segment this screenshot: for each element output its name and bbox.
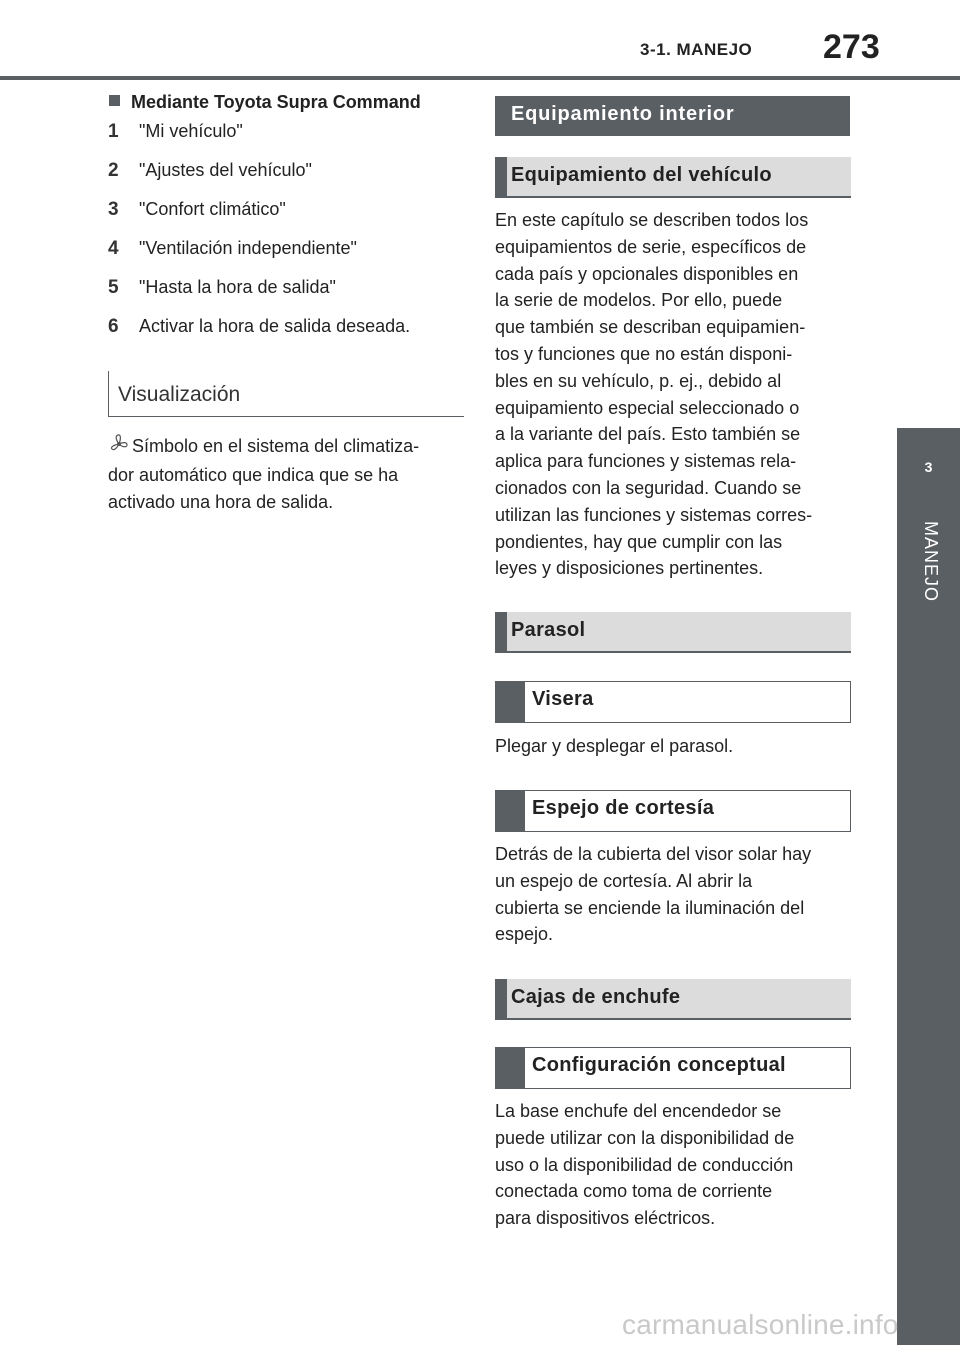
step-text: "Ajustes del vehículo" xyxy=(139,160,312,180)
paragraph-line: uso o la disponibilidad de conducción xyxy=(495,1154,794,1175)
step-item xyxy=(108,121,243,143)
topic-heading-visera: Visera xyxy=(495,681,851,723)
step-number: 3 xyxy=(108,199,119,220)
paragraph-line: cubierta se enciende la iluminación del xyxy=(495,897,805,918)
ventilation-symbol-icon xyxy=(108,434,130,462)
page-number: 273 xyxy=(823,28,880,66)
subsection-heading-vehicle-equipment: Equipamiento del vehículo xyxy=(495,157,851,198)
procedure-heading xyxy=(109,92,421,113)
step-text: "Ventilación independiente" xyxy=(139,238,357,258)
header-rule xyxy=(0,76,960,80)
side-tab-number: 3 xyxy=(897,428,960,506)
paragraph-line: tos y funciones que no están disponi- xyxy=(495,343,793,364)
visualization-line: dor automático que indica que se ha xyxy=(108,465,399,485)
paragraph-line: cada país y opcionales disponibles en xyxy=(495,263,799,284)
watermark-text: carmanualsonline.info xyxy=(622,1309,899,1340)
procedure-heading-text: Mediante Toyota Supra Command xyxy=(131,92,421,112)
step-item xyxy=(108,160,312,182)
paragraph-line: que también se describan equipamien- xyxy=(495,317,806,338)
paragraph-line: equipamiento especial seleccionado o xyxy=(495,397,800,418)
step-text: Activar la hora de salida deseada. xyxy=(139,316,411,336)
visualization-paragraph xyxy=(108,433,468,516)
paragraph-line: conectada como toma de corriente xyxy=(495,1181,773,1202)
paragraph-line: Plegar y desplegar el parasol. xyxy=(495,736,734,756)
step-number: 1 xyxy=(108,121,119,142)
paragraph-line: para dispositivos eléctricos. xyxy=(495,1208,716,1229)
side-tab-strip xyxy=(897,506,960,1345)
topic-heading-configuracion: Configuración conceptual xyxy=(495,1047,851,1089)
step-text: "Confort climático" xyxy=(139,199,286,219)
paragraph-line: aplica para funciones y sistemas rela- xyxy=(495,451,797,472)
visualization-line: activado una hora de salida. xyxy=(108,492,334,512)
step-number: 2 xyxy=(108,160,119,181)
paragraph-line: Detrás de la cubierta del visor solar hay xyxy=(495,844,812,864)
paragraph-line: un espejo de cortesía. Al abrir la xyxy=(495,870,753,891)
step-text: "Hasta la hora de salida" xyxy=(139,277,336,297)
step-item xyxy=(108,199,286,221)
section-heading-interior: Equipamiento interior xyxy=(495,96,850,136)
paragraph-line: cionados con la seguridad. Cuando se xyxy=(495,477,802,498)
paragraph-line: leyes y disposiciones pertinentes. xyxy=(495,558,764,579)
step-text: "Mi vehículo" xyxy=(139,121,243,141)
step-item xyxy=(108,316,410,338)
step-number: 5 xyxy=(108,277,119,298)
step-number: 6 xyxy=(108,316,119,337)
intro-paragraph xyxy=(495,207,851,582)
paragraph-line: En este capítulo se describen todos los xyxy=(495,210,809,230)
step-item xyxy=(108,238,357,260)
paragraph-line: equipamientos de serie, específicos de xyxy=(495,236,807,257)
espejo-paragraph xyxy=(495,841,851,948)
visualization-heading: Visualización xyxy=(118,383,241,406)
paragraph-line: La base enchufe del encendedor se xyxy=(495,1101,782,1121)
paragraph-line: bles en su vehículo, p. ej., debido al xyxy=(495,370,782,391)
topic-heading-espejo: Espejo de cortesía xyxy=(495,790,851,832)
paragraph-line: pondientes, hay que cumplir con las xyxy=(495,531,783,552)
visera-paragraph xyxy=(495,733,851,760)
side-tab-label: MANEJO xyxy=(921,521,941,603)
paragraph-line: espejo. xyxy=(495,924,554,945)
configuracion-paragraph xyxy=(495,1098,851,1232)
subsection-heading-cajas: Cajas de enchufe xyxy=(495,979,851,1020)
chapter-title: 3-1. MANEJO xyxy=(640,40,753,59)
paragraph-line: puede utilizar con la disponibilidad de xyxy=(495,1127,795,1148)
paragraph-line: a la variante del país. Esto también se xyxy=(495,424,801,445)
paragraph-line: la serie de modelos. Por ello, puede xyxy=(495,290,783,311)
visualization-line: Símbolo en el sistema del climatiza- xyxy=(132,436,420,456)
step-item xyxy=(108,277,336,299)
subsection-heading-parasol: Parasol xyxy=(495,612,851,653)
square-bullet-icon xyxy=(109,95,120,106)
step-number: 4 xyxy=(108,238,119,259)
paragraph-line: utilizan las funciones y sistemas corres- xyxy=(495,504,813,525)
